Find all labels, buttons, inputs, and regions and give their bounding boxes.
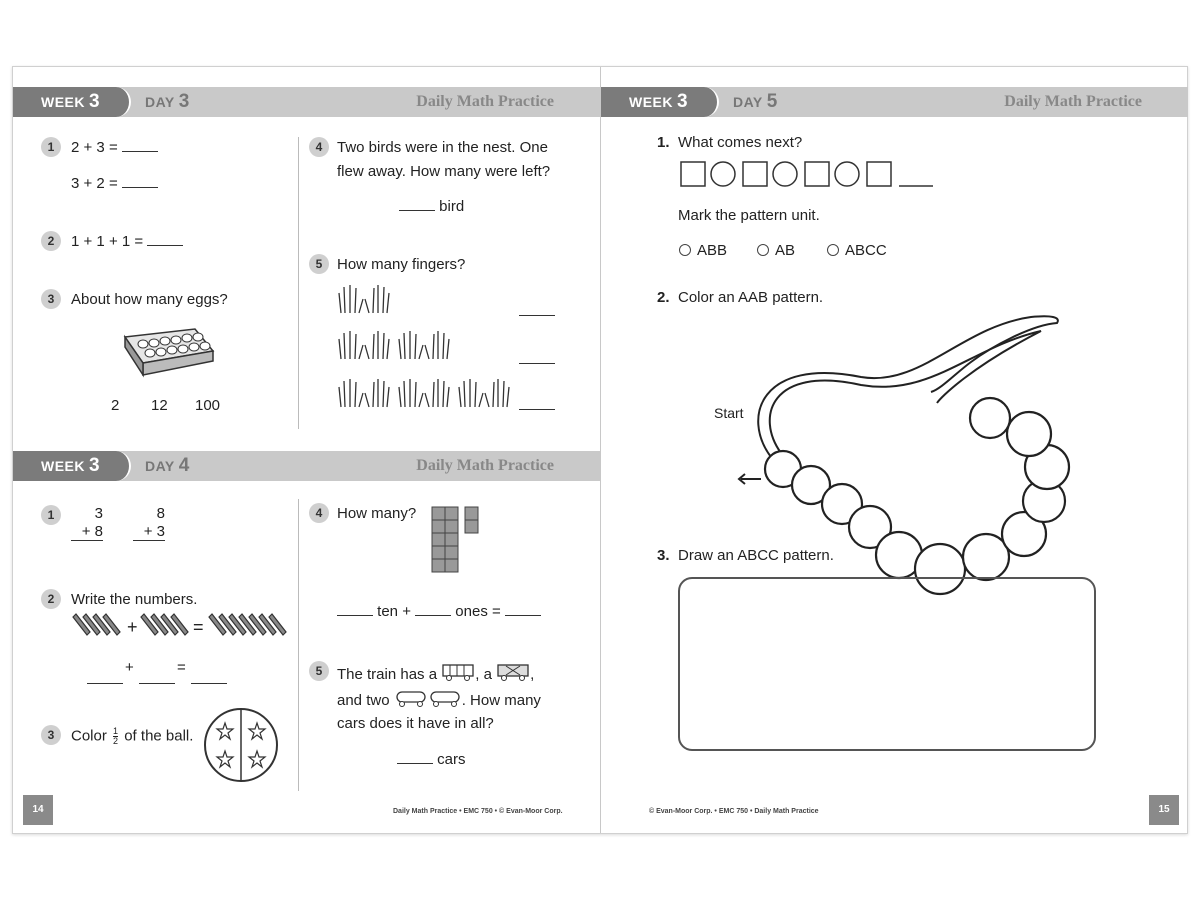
q5-prompt: How many fingers? (337, 256, 466, 273)
q2-prompt: Write the numbers. (71, 591, 198, 608)
header-title: Daily Math Practice (416, 457, 554, 474)
left-page (13, 67, 600, 833)
addend-bottom: + 3 (133, 523, 165, 541)
q3-prompt: Draw an ABCC pattern. (678, 547, 834, 564)
q4-prompt-line1: Two birds were in the nest. One (337, 139, 548, 156)
pattern-option-abb[interactable]: ABB (679, 242, 727, 259)
q3-prompt: About how many eggs? (71, 291, 228, 308)
drawing-area[interactable] (678, 577, 1096, 751)
answer-blank[interactable] (519, 409, 555, 410)
page-number: 15 (1149, 795, 1179, 825)
addend-bottom: + 8 (71, 523, 103, 541)
question-number-badge: 1 (41, 505, 61, 525)
egg-option[interactable]: 2 (111, 397, 120, 414)
fraction: $\frac{1}{2}$ (113, 726, 119, 746)
crayons-icon (139, 613, 189, 641)
radio-button[interactable] (757, 244, 769, 256)
q4-answer: bird (399, 198, 464, 215)
equals-sign: = (177, 659, 186, 676)
hands-icon (337, 373, 513, 409)
q2-equation: 1 + 1 + 1 = (71, 233, 183, 250)
q4-prompt-line2: flew away. How many were left? (337, 163, 551, 180)
plus-sign: + (125, 659, 134, 676)
q5-line2: and two . How many (337, 689, 541, 709)
plus-sign: + (127, 617, 138, 637)
q5-answer: cars (397, 751, 466, 768)
question-number: 1. (657, 134, 670, 151)
shape-pattern (679, 159, 939, 189)
day-label: DAY 4 (145, 455, 190, 476)
question-number-badge: 5 (309, 254, 329, 274)
day-label: DAY 3 (145, 91, 190, 112)
crayons-icon (71, 613, 121, 641)
egg-option[interactable]: 100 (195, 397, 221, 414)
header-title: Daily Math Practice (416, 93, 554, 110)
addend-top: 3 (94, 505, 103, 522)
hands-icon (337, 279, 397, 315)
question-number-badge: 5 (309, 661, 329, 681)
answer-blank[interactable] (399, 210, 435, 211)
pattern-option-abcc[interactable]: ABCC (827, 242, 887, 259)
boxcar-icon (496, 663, 530, 681)
egg-carton-icon (117, 319, 217, 381)
workbook-spread (12, 66, 1188, 834)
header-title: Daily Math Practice (1004, 93, 1142, 110)
week-badge: WEEK 3 (13, 451, 131, 481)
q2-prompt: Color an AAB pattern. (678, 289, 824, 306)
tank-car-icon (394, 689, 428, 707)
mark-pattern-prompt: Mark the pattern unit. (678, 207, 820, 224)
hands-icon (337, 325, 457, 361)
question-number-badge: 1 (41, 137, 61, 157)
crayons-icon (207, 613, 291, 641)
column-divider (298, 499, 299, 791)
equals-sign: = (193, 617, 204, 637)
question-number-badge: 4 (309, 503, 329, 523)
day-label: DAY 5 (733, 91, 778, 112)
answer-blank[interactable] (87, 683, 123, 684)
day3-header (13, 87, 600, 117)
q4-prompt: How many? (337, 505, 417, 522)
q1-prompt: What comes next? (678, 134, 803, 151)
week-badge: WEEK 3 (601, 87, 719, 117)
right-page (601, 67, 1188, 833)
question-number-badge: 3 (41, 725, 61, 745)
week-badge: WEEK 3 (13, 87, 131, 117)
start-label: Start (714, 405, 744, 421)
answer-blank[interactable] (415, 615, 451, 616)
question-number: 2. (657, 289, 670, 306)
tank-car-icon (428, 689, 462, 707)
base-ten-blocks-icon (432, 507, 482, 575)
pattern-option-ab[interactable]: AB (757, 242, 795, 259)
answer-blank[interactable] (505, 615, 541, 616)
day5-header (601, 87, 1188, 117)
question-number-badge: 2 (41, 231, 61, 251)
q1-equation-1: 2 + 3 = (71, 139, 158, 156)
day4-header (13, 451, 600, 481)
radio-button[interactable] (679, 244, 691, 256)
answer-blank[interactable] (139, 683, 175, 684)
answer-blank[interactable] (191, 683, 227, 684)
question-number: 3. (657, 547, 670, 564)
page-footer: © Evan-Moor Corp. • EMC 750 • Daily Math Practice (649, 808, 819, 815)
answer-blank[interactable] (337, 615, 373, 616)
q3-prompt: Color $\frac{1}{2}$ of the ball. (71, 726, 194, 746)
bead-group (765, 398, 1069, 594)
q5-line1: The train has a , a , (337, 663, 534, 683)
answer-blank[interactable] (147, 245, 183, 246)
radio-button[interactable] (827, 244, 839, 256)
train-car-icon (441, 663, 475, 681)
answer-blank[interactable] (519, 315, 555, 316)
answer-blank[interactable] (397, 763, 433, 764)
question-number-badge: 4 (309, 137, 329, 157)
page-footer: Daily Math Practice • EMC 750 • © Evan-Moor Corp. (393, 808, 563, 815)
question-number-badge: 3 (41, 289, 61, 309)
q1-equation-2: 3 + 2 = (71, 175, 158, 192)
bead[interactable] (1007, 412, 1051, 456)
answer-blank[interactable] (122, 151, 158, 152)
addend-top: 8 (156, 505, 165, 522)
bead-necklace (741, 307, 1101, 537)
ball-icon[interactable] (203, 707, 279, 783)
answer-blank[interactable] (122, 187, 158, 188)
answer-blank[interactable] (519, 363, 555, 364)
q5-line3: cars does it have in all? (337, 715, 494, 732)
bead[interactable] (970, 398, 1010, 438)
page-number: 14 (23, 795, 53, 825)
tens-ones-line: ten + ones = (337, 603, 541, 620)
egg-option[interactable]: 12 (151, 397, 168, 414)
question-number-badge: 2 (41, 589, 61, 609)
column-divider (298, 137, 299, 429)
